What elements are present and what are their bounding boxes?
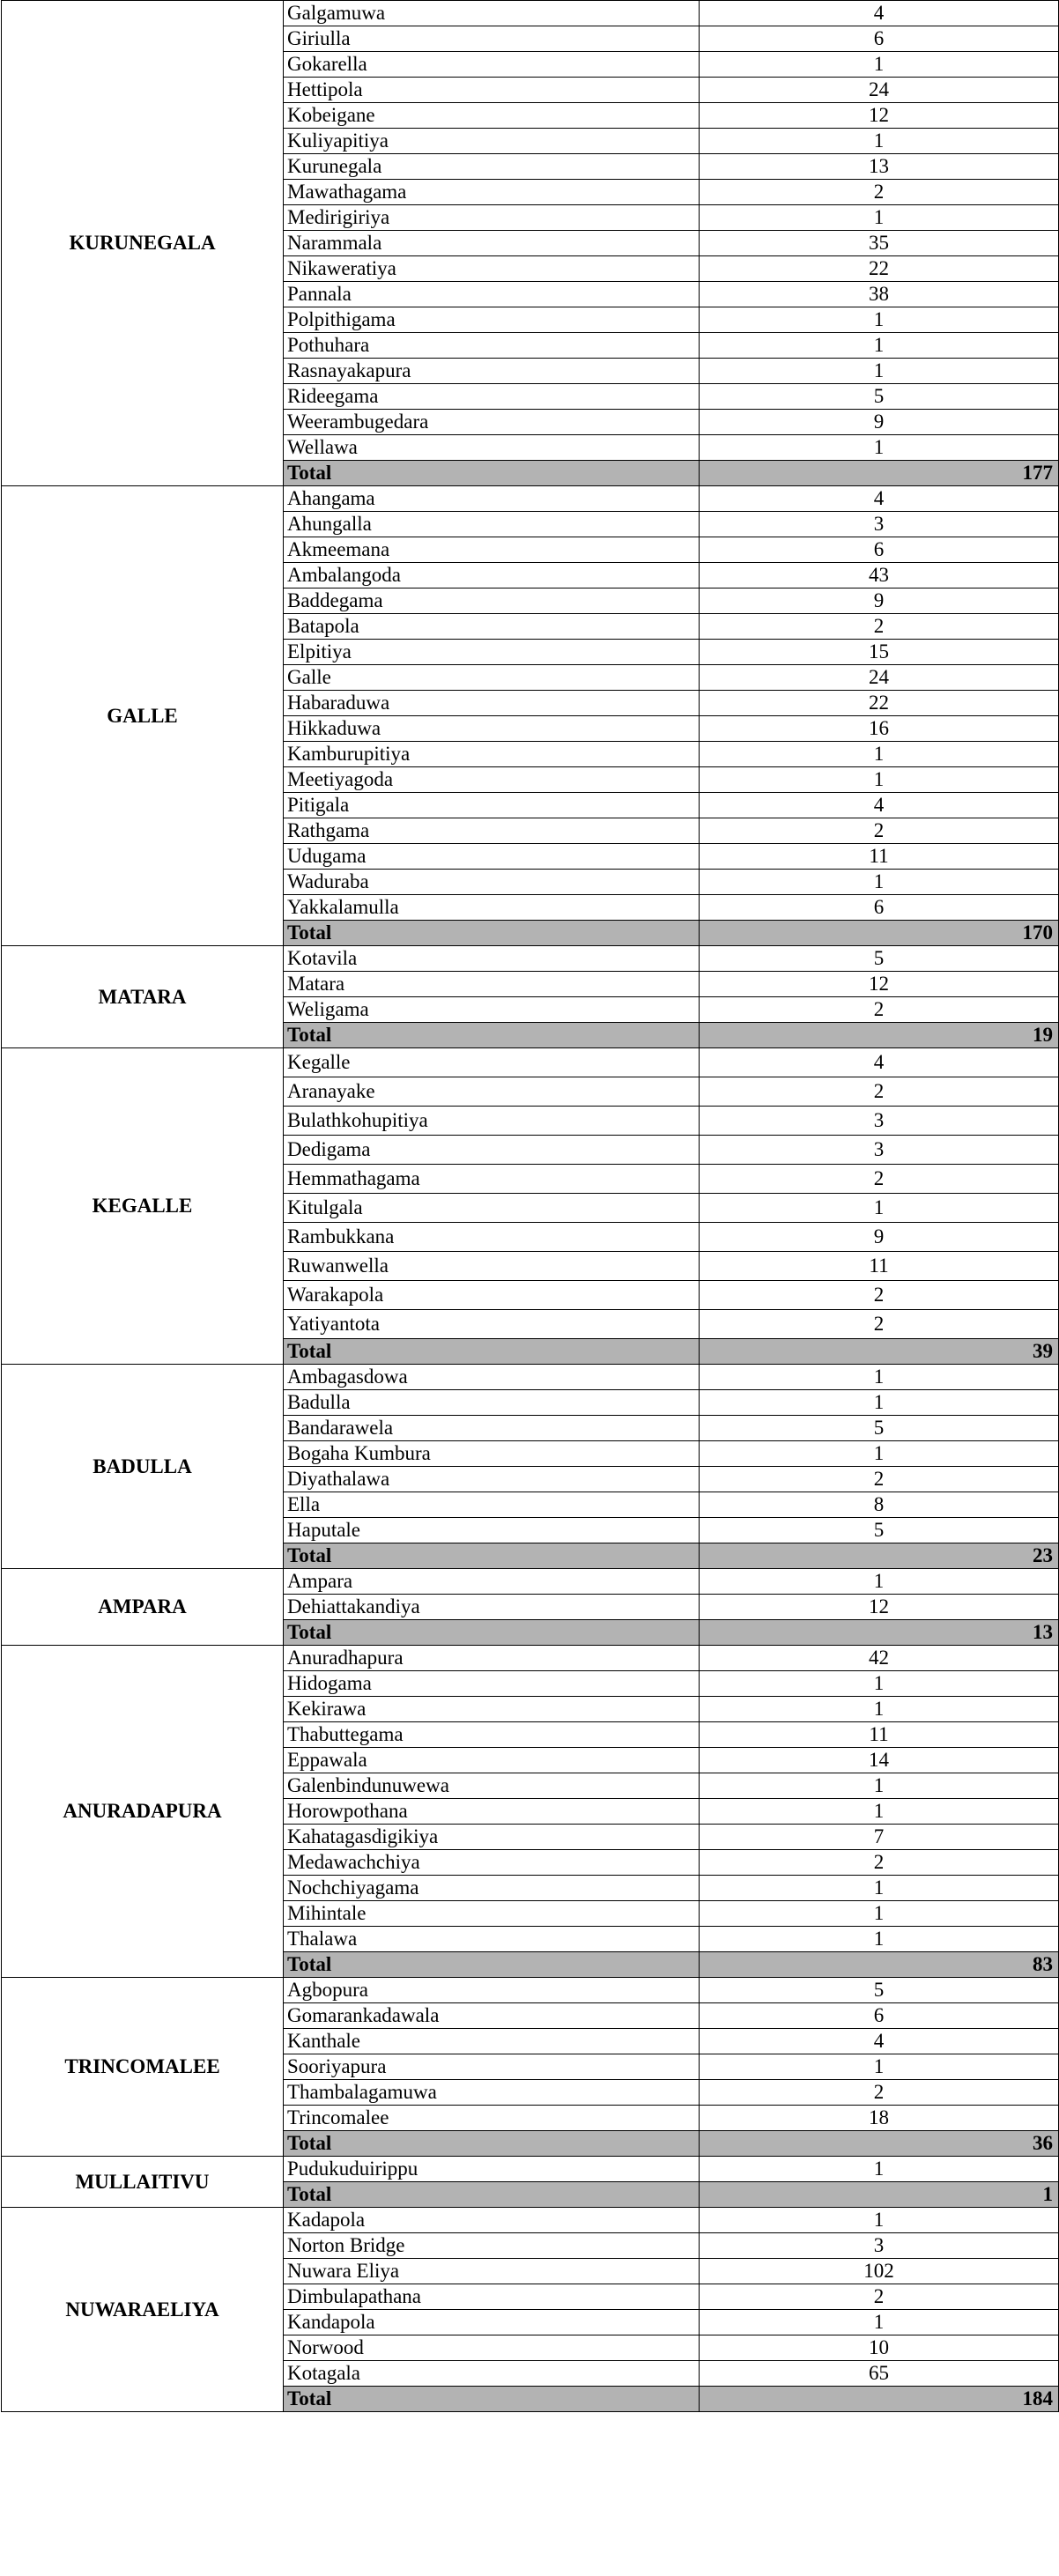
place-count: 1	[700, 2054, 1059, 2080]
place-name: Yatiyantota	[284, 1310, 700, 1339]
place-name: Rathgama	[284, 818, 700, 844]
place-count: 2	[700, 818, 1059, 844]
place-count: 12	[700, 1595, 1059, 1620]
place-name: Sooriyapura	[284, 2054, 700, 2080]
table-body	[2, 1, 1059, 2412]
place-name: Eppawala	[284, 1748, 700, 1773]
place-count: 43	[700, 563, 1059, 588]
place-name: Ella	[284, 1492, 700, 1518]
place-name: Kadapola	[284, 2208, 700, 2233]
place-name: Galgamuwa	[284, 1, 700, 26]
place-count: 11	[700, 844, 1059, 870]
place-count: 2	[700, 1281, 1059, 1310]
total-label: Total	[284, 1023, 700, 1048]
place-count: 1	[700, 307, 1059, 333]
total-label: Total	[284, 921, 700, 946]
place-count: 4	[700, 2029, 1059, 2054]
place-count: 2	[700, 1077, 1059, 1107]
table-row	[2, 946, 1059, 972]
place-name: Pudukuduirippu	[284, 2157, 700, 2182]
place-name: Akmeemana	[284, 537, 700, 563]
place-count: 1	[700, 742, 1059, 767]
place-name: Anuradhapura	[284, 1646, 700, 1671]
place-name: Pitigala	[284, 793, 700, 818]
total-value: 83	[700, 1952, 1059, 1978]
place-name: Dedigama	[284, 1136, 700, 1165]
place-name: Weligama	[284, 997, 700, 1023]
place-name: Hidogama	[284, 1671, 700, 1697]
place-count: 1	[700, 1194, 1059, 1223]
table-row	[2, 1048, 1059, 1077]
place-name: Bandarawela	[284, 1416, 700, 1441]
place-count: 2	[700, 2080, 1059, 2106]
place-count: 6	[700, 2003, 1059, 2029]
place-name: Galenbindunuwewa	[284, 1773, 700, 1799]
place-name: Kotagala	[284, 2361, 700, 2387]
place-count: 38	[700, 282, 1059, 307]
place-name: Ambalangoda	[284, 563, 700, 588]
place-count: 1	[700, 1927, 1059, 1952]
place-count: 2	[700, 1310, 1059, 1339]
table-row	[2, 1978, 1059, 2003]
place-count: 9	[700, 1223, 1059, 1252]
place-count: 9	[700, 588, 1059, 614]
place-count: 10	[700, 2335, 1059, 2361]
total-value: 19	[700, 1023, 1059, 1048]
place-count: 1	[700, 767, 1059, 793]
place-name: Kekirawa	[284, 1697, 700, 1722]
total-value: 39	[700, 1339, 1059, 1365]
place-name: Udugama	[284, 844, 700, 870]
place-count: 35	[700, 231, 1059, 256]
place-name: Kamburupitiya	[284, 742, 700, 767]
place-count: 102	[700, 2259, 1059, 2284]
district-name: AMPARA	[2, 1569, 284, 1646]
place-count: 16	[700, 716, 1059, 742]
place-name: Pothuhara	[284, 333, 700, 359]
place-count: 11	[700, 1722, 1059, 1748]
place-count: 6	[700, 895, 1059, 921]
place-name: Diyathalawa	[284, 1467, 700, 1492]
place-count: 12	[700, 972, 1059, 997]
place-name: Badulla	[284, 1390, 700, 1416]
place-name: Thabuttegama	[284, 1722, 700, 1748]
place-count: 1	[700, 1441, 1059, 1467]
district-name: KEGALLE	[2, 1048, 284, 1365]
place-name: Rasnayakapura	[284, 359, 700, 384]
place-name: Batapola	[284, 614, 700, 640]
place-name: Kotavila	[284, 946, 700, 972]
place-count: 1	[700, 2157, 1059, 2182]
place-name: Habaraduwa	[284, 691, 700, 716]
place-count: 3	[700, 1136, 1059, 1165]
place-count: 2	[700, 614, 1059, 640]
total-value: 184	[700, 2387, 1059, 2412]
place-name: Weerambugedara	[284, 410, 700, 435]
place-name: Aranayake	[284, 1077, 700, 1107]
place-count: 1	[700, 870, 1059, 895]
place-count: 8	[700, 1492, 1059, 1518]
place-count: 1	[700, 1671, 1059, 1697]
table-row	[2, 2208, 1059, 2233]
place-count: 14	[700, 1748, 1059, 1773]
total-label: Total	[284, 2387, 700, 2412]
table-row	[2, 1569, 1059, 1595]
place-count: 6	[700, 537, 1059, 563]
place-count: 22	[700, 256, 1059, 282]
place-name: Mihintale	[284, 1901, 700, 1927]
place-count: 3	[700, 2233, 1059, 2259]
place-name: Gomarankadawala	[284, 2003, 700, 2029]
place-count: 2	[700, 1850, 1059, 1876]
total-value: 23	[700, 1543, 1059, 1569]
table-row	[2, 2157, 1059, 2182]
place-count: 3	[700, 512, 1059, 537]
place-name: Dehiattakandiya	[284, 1595, 700, 1620]
total-value: 13	[700, 1620, 1059, 1646]
place-count: 2	[700, 997, 1059, 1023]
total-label: Total	[284, 1620, 700, 1646]
place-name: Horowpothana	[284, 1799, 700, 1825]
place-name: Ampara	[284, 1569, 700, 1595]
total-label: Total	[284, 1952, 700, 1978]
place-name: Ahungalla	[284, 512, 700, 537]
place-count: 9	[700, 410, 1059, 435]
district-name: MATARA	[2, 946, 284, 1048]
place-count: 1	[700, 1390, 1059, 1416]
total-value: 170	[700, 921, 1059, 946]
total-label: Total	[284, 2182, 700, 2208]
place-name: Agbopura	[284, 1978, 700, 2003]
place-count: 7	[700, 1825, 1059, 1850]
place-name: Bogaha Kumbura	[284, 1441, 700, 1467]
place-count: 12	[700, 103, 1059, 129]
place-count: 1	[700, 1697, 1059, 1722]
place-name: Galle	[284, 665, 700, 691]
total-label: Total	[284, 1339, 700, 1365]
place-count: 1	[700, 1799, 1059, 1825]
place-name: Kegalle	[284, 1048, 700, 1077]
place-count: 13	[700, 154, 1059, 180]
total-value: 1	[700, 2182, 1059, 2208]
total-value: 177	[700, 461, 1059, 486]
place-count: 1	[700, 1876, 1059, 1901]
place-name: Medirigiriya	[284, 205, 700, 231]
place-name: Hemmathagama	[284, 1165, 700, 1194]
place-count: 2	[700, 1467, 1059, 1492]
place-count: 2	[700, 2284, 1059, 2310]
place-name: Trincomalee	[284, 2106, 700, 2131]
place-name: Thalawa	[284, 1927, 700, 1952]
place-name: Norton Bridge	[284, 2233, 700, 2259]
place-name: Kanthale	[284, 2029, 700, 2054]
place-count: 1	[700, 52, 1059, 78]
place-count: 42	[700, 1646, 1059, 1671]
place-name: Rambukkana	[284, 1223, 700, 1252]
place-count: 5	[700, 384, 1059, 410]
place-name: Ruwanwella	[284, 1252, 700, 1281]
place-name: Ahangama	[284, 486, 700, 512]
place-name: Narammala	[284, 231, 700, 256]
place-count: 1	[700, 1365, 1059, 1390]
place-name: Matara	[284, 972, 700, 997]
place-count: 5	[700, 1518, 1059, 1543]
place-name: Rideegama	[284, 384, 700, 410]
place-name: Kobeigane	[284, 103, 700, 129]
district-name: TRINCOMALEE	[2, 1978, 284, 2157]
total-label: Total	[284, 2131, 700, 2157]
place-name: Kurunegala	[284, 154, 700, 180]
place-count: 4	[700, 793, 1059, 818]
place-name: Baddegama	[284, 588, 700, 614]
place-name: Yakkalamulla	[284, 895, 700, 921]
place-name: Nuwara Eliya	[284, 2259, 700, 2284]
district-name: BADULLA	[2, 1365, 284, 1569]
place-name: Ambagasdowa	[284, 1365, 700, 1390]
table-row	[2, 1365, 1059, 1390]
place-name: Elpitiya	[284, 640, 700, 665]
place-name: Nikaweratiya	[284, 256, 700, 282]
place-count: 1	[700, 2310, 1059, 2335]
place-name: Giriulla	[284, 26, 700, 52]
place-count: 65	[700, 2361, 1059, 2387]
place-count: 18	[700, 2106, 1059, 2131]
place-count: 2	[700, 180, 1059, 205]
place-count: 1	[700, 1569, 1059, 1595]
place-name: Thambalagamuwa	[284, 2080, 700, 2106]
table-row	[2, 1646, 1059, 1671]
place-name: Bulathkohupitiya	[284, 1107, 700, 1136]
place-count: 1	[700, 129, 1059, 154]
place-name: Pannala	[284, 282, 700, 307]
table-row	[2, 1, 1059, 26]
place-count: 1	[700, 1773, 1059, 1799]
place-name: Kuliyapitiya	[284, 129, 700, 154]
place-count: 4	[700, 486, 1059, 512]
total-label: Total	[284, 1543, 700, 1569]
place-name: Kitulgala	[284, 1194, 700, 1223]
district-name: GALLE	[2, 486, 284, 946]
place-count: 1	[700, 359, 1059, 384]
place-count: 1	[700, 333, 1059, 359]
place-count: 5	[700, 1978, 1059, 2003]
place-name: Gokarella	[284, 52, 700, 78]
district-name: NUWARAELIYA	[2, 2208, 284, 2412]
place-name: Kandapola	[284, 2310, 700, 2335]
place-count: 4	[700, 1048, 1059, 1077]
place-name: Kahatagasdigikiya	[284, 1825, 700, 1850]
place-name: Medawachchiya	[284, 1850, 700, 1876]
place-count: 15	[700, 640, 1059, 665]
place-count: 3	[700, 1107, 1059, 1136]
table-row	[2, 486, 1059, 512]
place-count: 22	[700, 691, 1059, 716]
place-name: Hikkaduwa	[284, 716, 700, 742]
place-count: 4	[700, 1, 1059, 26]
place-count: 11	[700, 1252, 1059, 1281]
total-value: 36	[700, 2131, 1059, 2157]
district-count-table	[1, 0, 1059, 2412]
place-name: Meetiyagoda	[284, 767, 700, 793]
place-count: 1	[700, 435, 1059, 461]
total-label: Total	[284, 461, 700, 486]
place-name: Norwood	[284, 2335, 700, 2361]
place-count: 24	[700, 665, 1059, 691]
place-count: 24	[700, 78, 1059, 103]
district-name: MULLAITIVU	[2, 2157, 284, 2208]
place-name: Waduraba	[284, 870, 700, 895]
place-count: 5	[700, 946, 1059, 972]
district-name: ANURADAPURA	[2, 1646, 284, 1978]
place-name: Warakapola	[284, 1281, 700, 1310]
place-name: Nochchiyagama	[284, 1876, 700, 1901]
place-count: 2	[700, 1165, 1059, 1194]
place-count: 1	[700, 2208, 1059, 2233]
place-count: 1	[700, 205, 1059, 231]
place-name: Wellawa	[284, 435, 700, 461]
place-name: Mawathagama	[284, 180, 700, 205]
place-name: Haputale	[284, 1518, 700, 1543]
place-count: 6	[700, 26, 1059, 52]
district-name: KURUNEGALA	[2, 1, 284, 486]
place-name: Polpithigama	[284, 307, 700, 333]
place-name: Dimbulapathana	[284, 2284, 700, 2310]
place-count: 5	[700, 1416, 1059, 1441]
place-name: Hettipola	[284, 78, 700, 103]
place-count: 1	[700, 1901, 1059, 1927]
